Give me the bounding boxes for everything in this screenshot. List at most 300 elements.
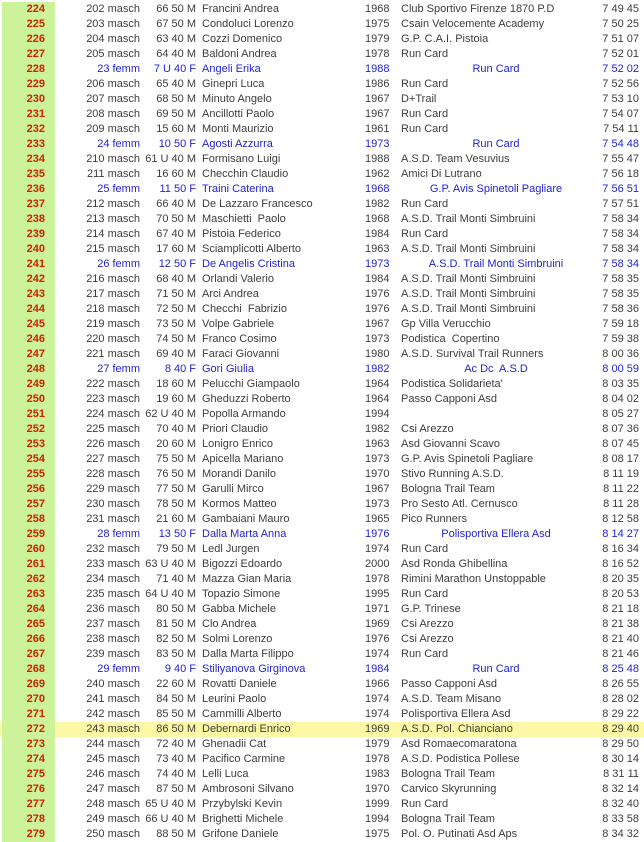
team-cell: Run Card	[472, 138, 520, 150]
team-cell: Pico Runners	[401, 513, 468, 525]
team-cell: G.P. Trinese	[401, 603, 461, 615]
position-cell: 263	[2, 587, 55, 602]
category-position-cell: 241 masch	[86, 693, 140, 705]
team-cell: Carvico Skyrunning	[401, 783, 497, 795]
birth-year-cell: 1979	[365, 738, 390, 750]
team-cell: Run Card	[401, 198, 449, 210]
position-cell: 279	[2, 827, 55, 842]
finish-time-cell: 7 58 34	[602, 258, 639, 270]
birth-year-cell: 1967	[365, 483, 390, 495]
finish-time-cell: 7 58 34	[602, 243, 639, 255]
finish-time-cell: 8 04 02	[602, 393, 639, 405]
team-cell: Run Card	[401, 123, 449, 135]
finish-time-cell: 7 55 47	[602, 153, 639, 165]
category-position-cell: 209 masch	[86, 123, 140, 135]
result-row	[0, 752, 644, 767]
finish-time-cell: 7 58 34	[602, 213, 639, 225]
athlete-name-cell: Przybylski Kevin	[202, 798, 283, 810]
position-cell: 250	[2, 392, 55, 407]
category-code-cell: 80 50 M	[156, 603, 196, 615]
finish-time-cell: 7 54 48	[602, 138, 639, 150]
result-row	[0, 542, 644, 557]
athlete-name-cell: Topazio Simone	[202, 588, 281, 600]
position-cell: 254	[2, 452, 55, 467]
category-code-cell: 70 40 M	[156, 423, 196, 435]
athlete-name-cell: Priori Claudio	[202, 423, 269, 435]
category-position-cell: 202 masch	[86, 3, 140, 15]
birth-year-cell: 2000	[365, 558, 390, 570]
birth-year-cell: 1976	[365, 633, 390, 645]
birth-year-cell: 1988	[365, 63, 390, 75]
team-cell: Run Card	[401, 78, 449, 90]
position-cell: 248	[2, 362, 55, 377]
category-position-cell: 212 masch	[86, 198, 140, 210]
finish-time-cell: 7 54 11	[603, 123, 639, 135]
result-row	[0, 92, 644, 107]
team-cell: A.S.D. Podistica Pollese	[401, 753, 520, 765]
team-cell: Run Card	[401, 48, 449, 60]
birth-year-cell: 1976	[365, 288, 390, 300]
category-code-cell: 87 50 M	[156, 783, 196, 795]
category-position-cell: 235 masch	[86, 588, 140, 600]
athlete-name-cell: Cammilli Alberto	[202, 708, 282, 720]
category-code-cell: 19 60 M	[156, 393, 196, 405]
birth-year-cell: 1965	[365, 513, 390, 525]
athlete-name-cell: Volpe Gabriele	[202, 318, 275, 330]
finish-time-cell: 8 12 58	[602, 513, 639, 525]
category-position-cell: 229 masch	[86, 483, 140, 495]
team-cell: Pol. O. Putinati Asd Aps	[401, 828, 518, 840]
birth-year-cell: 1963	[365, 243, 390, 255]
team-cell: Run Card	[401, 543, 449, 555]
athlete-name-cell: Leurini Paolo	[202, 693, 267, 705]
athlete-name-cell: De Lazzaro Francesco	[202, 198, 313, 210]
result-row	[0, 512, 644, 527]
category-position-cell: 29 femm	[97, 663, 140, 675]
position-cell: 251	[2, 407, 55, 422]
finish-time-cell: 7 57 51	[602, 198, 639, 210]
position-cell: 267	[2, 647, 55, 662]
category-position-cell: 213 masch	[86, 213, 140, 225]
result-row	[0, 122, 644, 137]
birth-year-cell: 1969	[365, 618, 390, 630]
finish-time-cell: 8 16 34	[602, 543, 639, 555]
team-cell: A.S.D. Survival Trail Runners	[401, 348, 544, 360]
result-row	[0, 32, 644, 47]
finish-time-cell: 8 26 55	[602, 678, 639, 690]
finish-time-cell: 7 51 07	[602, 33, 639, 45]
category-position-cell: 224 masch	[86, 408, 140, 420]
result-row	[0, 227, 644, 242]
team-cell: A.S.D. Trail Monti Simbruini	[401, 273, 536, 285]
result-row	[0, 332, 644, 347]
result-row	[0, 482, 644, 497]
team-cell: Bologna Trail Team	[401, 813, 495, 825]
team-cell: A.S.D. Trail Monti Simbruini	[401, 288, 536, 300]
athlete-name-cell: Agosti Azzurra	[202, 138, 273, 150]
team-cell: Run Card	[401, 648, 449, 660]
result-row	[0, 737, 644, 752]
category-position-cell: 204 masch	[86, 33, 140, 45]
category-position-cell: 232 masch	[86, 543, 140, 555]
team-cell: Run Card	[401, 798, 449, 810]
birth-year-cell: 1994	[365, 813, 390, 825]
result-row	[0, 2, 644, 17]
finish-time-cell: 8 29 22	[602, 708, 639, 720]
athlete-name-cell: Franco Cosimo	[202, 333, 277, 345]
position-cell: 260	[2, 542, 55, 557]
team-cell: Csi Arezzo	[401, 423, 454, 435]
athlete-name-cell: Clo Andrea	[202, 618, 257, 630]
category-code-cell: 20 60 M	[156, 438, 196, 450]
position-cell: 234	[2, 152, 55, 167]
team-cell: A.S.D. Trail Monti Simbruini	[401, 303, 536, 315]
category-position-cell: 27 femm	[97, 363, 140, 375]
result-row	[0, 302, 644, 317]
position-cell: 233	[2, 137, 55, 152]
category-code-cell: 12 50 F	[158, 258, 196, 270]
result-row	[0, 677, 644, 692]
team-cell: Amici Di Lutrano	[401, 168, 482, 180]
birth-year-cell: 1967	[365, 108, 390, 120]
category-code-cell: 84 50 M	[156, 693, 196, 705]
position-cell: 227	[2, 47, 55, 62]
result-row	[0, 617, 644, 632]
category-position-cell: 230 masch	[86, 498, 140, 510]
athlete-name-cell: Cozzi Domenico	[202, 33, 283, 45]
birth-year-cell: 1984	[365, 663, 390, 675]
category-position-cell: 237 masch	[86, 618, 140, 630]
position-cell: 243	[2, 287, 55, 302]
category-code-cell: 81 50 M	[156, 618, 196, 630]
birth-year-cell: 1974	[365, 543, 390, 555]
category-position-cell: 24 femm	[97, 138, 140, 150]
position-cell: 252	[2, 422, 55, 437]
finish-time-cell: 7 58 35	[602, 273, 639, 285]
category-position-cell: 206 masch	[86, 78, 140, 90]
team-cell: Club Sportivo Firenze 1870 P.D	[401, 3, 555, 15]
athlete-name-cell: Arci Andrea	[202, 288, 259, 300]
team-cell: Stivo Running A.S.D.	[401, 468, 504, 480]
category-position-cell: 203 masch	[86, 18, 140, 30]
athlete-name-cell: Brighetti Michele	[202, 813, 284, 825]
result-row	[0, 827, 644, 842]
category-code-cell: 75 50 M	[156, 453, 196, 465]
finish-time-cell: 8 33 58	[602, 813, 639, 825]
team-cell: Csain Velocemente Academy	[401, 18, 545, 30]
finish-time-cell: 8 14 27	[602, 528, 639, 540]
athlete-name-cell: Apicella Mariano	[202, 453, 284, 465]
category-position-cell: 207 masch	[86, 93, 140, 105]
category-code-cell: 61 U 40 M	[145, 153, 196, 165]
athlete-name-cell: Mazza Gian Maria	[202, 573, 292, 585]
birth-year-cell: 1973	[365, 258, 390, 270]
category-code-cell: 73 50 M	[156, 318, 196, 330]
result-row	[0, 662, 644, 677]
category-position-cell: 227 masch	[86, 453, 140, 465]
category-code-cell: 64 U 40 M	[145, 588, 196, 600]
category-code-cell: 16 60 M	[156, 168, 196, 180]
birth-year-cell: 1976	[365, 303, 390, 315]
result-row	[0, 287, 644, 302]
team-cell: Polisportiva Ellera Asd	[401, 708, 511, 720]
team-cell: Csi Arezzo	[401, 633, 454, 645]
category-code-cell: 68 40 M	[156, 273, 196, 285]
category-position-cell: 228 masch	[86, 468, 140, 480]
result-row	[0, 527, 644, 542]
team-cell: Run Card	[472, 663, 520, 675]
finish-time-cell: 7 56 51	[602, 183, 639, 195]
birth-year-cell: 1975	[365, 828, 390, 840]
birth-year-cell: 1970	[365, 468, 390, 480]
finish-time-cell: 8 30 14	[602, 753, 639, 765]
category-code-cell: 82 50 M	[156, 633, 196, 645]
position-cell: 246	[2, 332, 55, 347]
position-cell: 230	[2, 92, 55, 107]
position-cell: 270	[2, 692, 55, 707]
athlete-name-cell: Solmi Lorenzo	[202, 633, 273, 645]
category-position-cell: 25 femm	[97, 183, 140, 195]
athlete-name-cell: Grifone Daniele	[202, 828, 279, 840]
finish-time-cell: 8 25 48	[602, 663, 639, 675]
birth-year-cell: 1973	[365, 453, 390, 465]
category-position-cell: 250 masch	[86, 828, 140, 840]
category-code-cell: 66 40 M	[156, 198, 196, 210]
category-code-cell: 15 60 M	[156, 123, 196, 135]
position-cell: 249	[2, 377, 55, 392]
birth-year-cell: 1982	[365, 363, 390, 375]
position-cell: 259	[2, 527, 55, 542]
birth-year-cell: 1966	[365, 678, 390, 690]
category-position-cell: 216 masch	[86, 273, 140, 285]
athlete-name-cell: Lonigro Enrico	[202, 438, 273, 450]
result-row	[0, 17, 644, 32]
birth-year-cell: 1974	[365, 708, 390, 720]
result-row	[0, 647, 644, 662]
birth-year-cell: 1973	[365, 138, 390, 150]
category-position-cell: 26 femm	[97, 258, 140, 270]
birth-year-cell: 1967	[365, 93, 390, 105]
position-cell: 240	[2, 242, 55, 257]
category-code-cell: 72 50 M	[156, 303, 196, 315]
category-code-cell: 7 U 40 F	[153, 63, 196, 75]
team-cell: Asd Ronda Ghibellina	[401, 558, 508, 570]
result-row	[0, 47, 644, 62]
result-row	[0, 782, 644, 797]
finish-time-cell: 7 52 02	[602, 63, 639, 75]
birth-year-cell: 1973	[365, 333, 390, 345]
athlete-name-cell: Pistoia Federico	[202, 228, 281, 240]
athlete-name-cell: Popolla Armando	[202, 408, 286, 420]
category-position-cell: 248 masch	[86, 798, 140, 810]
category-code-cell: 85 50 M	[156, 708, 196, 720]
finish-time-cell: 8 29 40	[602, 723, 639, 735]
result-row	[0, 452, 644, 467]
result-row	[0, 602, 644, 617]
birth-year-cell: 1982	[365, 423, 390, 435]
birth-year-cell: 1982	[365, 198, 390, 210]
position-cell: 268	[2, 662, 55, 677]
team-cell: Bologna Trail Team	[401, 768, 495, 780]
category-position-cell: 242 masch	[86, 708, 140, 720]
result-row	[0, 272, 644, 287]
finish-time-cell: 7 58 34	[602, 228, 639, 240]
result-row	[0, 722, 644, 737]
team-cell: Gp Villa Verucchio	[401, 318, 491, 330]
birth-year-cell: 1973	[365, 498, 390, 510]
category-position-cell: 222 masch	[86, 378, 140, 390]
position-cell: 272	[2, 722, 55, 737]
finish-time-cell: 7 54 07	[602, 108, 639, 120]
position-cell: 264	[2, 602, 55, 617]
birth-year-cell: 1979	[365, 33, 390, 45]
finish-time-cell: 7 56 18	[602, 168, 639, 180]
birth-year-cell: 1975	[365, 18, 390, 30]
athlete-name-cell: Pelucchi Giampaolo	[202, 378, 300, 390]
category-code-cell: 78 50 M	[156, 498, 196, 510]
athlete-name-cell: Ledl Jurgen	[202, 543, 260, 555]
athlete-name-cell: Rovatti Daniele	[202, 678, 277, 690]
result-row	[0, 392, 644, 407]
category-code-cell: 69 40 M	[156, 348, 196, 360]
birth-year-cell: 1978	[365, 48, 390, 60]
category-code-cell: 8 40 F	[164, 363, 196, 375]
category-position-cell: 226 masch	[86, 438, 140, 450]
result-row	[0, 167, 644, 182]
athlete-name-cell: Ginepri Luca	[202, 78, 265, 90]
result-row	[0, 797, 644, 812]
category-position-cell: 221 masch	[86, 348, 140, 360]
finish-time-cell: 8 29 50	[602, 738, 639, 750]
finish-time-cell: 8 28 02	[602, 693, 639, 705]
category-code-cell: 71 50 M	[156, 288, 196, 300]
athlete-name-cell: Condoluci Lorenzo	[202, 18, 294, 30]
position-cell: 276	[2, 782, 55, 797]
category-code-cell: 10 50 F	[158, 138, 196, 150]
position-cell: 228	[2, 62, 55, 77]
finish-time-cell: 7 52 56	[602, 78, 639, 90]
result-row	[0, 707, 644, 722]
category-code-cell: 83 50 M	[156, 648, 196, 660]
finish-time-cell: 8 31 11	[603, 768, 639, 780]
category-position-cell: 220 masch	[86, 333, 140, 345]
category-position-cell: 214 masch	[86, 228, 140, 240]
athlete-name-cell: Ancillotti Paolo	[202, 108, 275, 120]
position-cell: 245	[2, 317, 55, 332]
birth-year-cell: 1970	[365, 783, 390, 795]
position-cell: 237	[2, 197, 55, 212]
finish-time-cell: 8 20 53	[602, 588, 639, 600]
category-code-cell: 67 40 M	[156, 228, 196, 240]
result-row	[0, 212, 644, 227]
category-code-cell: 88 50 M	[156, 828, 196, 840]
result-row	[0, 497, 644, 512]
position-cell: 256	[2, 482, 55, 497]
birth-year-cell: 1967	[365, 318, 390, 330]
category-position-cell: 219 masch	[86, 318, 140, 330]
category-position-cell: 247 masch	[86, 783, 140, 795]
category-code-cell: 76 50 M	[156, 468, 196, 480]
category-position-cell: 238 masch	[86, 633, 140, 645]
athlete-name-cell: Pacifico Carmine	[202, 753, 286, 765]
position-cell: 235	[2, 167, 55, 182]
category-position-cell: 234 masch	[86, 573, 140, 585]
position-cell: 238	[2, 212, 55, 227]
position-cell: 239	[2, 227, 55, 242]
athlete-name-cell: Faraci Giovanni	[202, 348, 280, 360]
category-position-cell: 210 masch	[86, 153, 140, 165]
result-row	[0, 107, 644, 122]
athlete-name-cell: Morandi Danilo	[202, 468, 276, 480]
category-code-cell: 62 U 40 M	[145, 408, 196, 420]
birth-year-cell: 1968	[365, 213, 390, 225]
result-row	[0, 632, 644, 647]
athlete-name-cell: Bigozzi Edoardo	[202, 558, 283, 570]
team-cell: Run Card	[472, 63, 520, 75]
category-code-cell: 74 50 M	[156, 333, 196, 345]
position-cell: 232	[2, 122, 55, 137]
athlete-name-cell: Angeli Erika	[202, 63, 261, 75]
birth-year-cell: 1980	[365, 348, 390, 360]
finish-time-cell: 7 53 10	[602, 93, 639, 105]
birth-year-cell: 1974	[365, 648, 390, 660]
team-cell: Run Card	[401, 228, 449, 240]
position-cell: 247	[2, 347, 55, 362]
team-cell: Ac Dc A.S.D	[464, 363, 528, 375]
finish-time-cell: 8 32 14	[602, 783, 639, 795]
finish-time-cell: 8 11 19	[603, 468, 639, 480]
team-cell: Rimini Marathon Unstoppable	[401, 573, 546, 585]
athlete-name-cell: Gambaiani Mauro	[202, 513, 290, 525]
position-cell: 236	[2, 182, 55, 197]
team-cell: Passo Capponi Asd	[401, 678, 498, 690]
finish-time-cell: 8 21 40	[602, 633, 639, 645]
position-cell: 255	[2, 467, 55, 482]
position-cell: 225	[2, 17, 55, 32]
result-row	[0, 467, 644, 482]
position-cell: 258	[2, 512, 55, 527]
finish-time-cell: 8 21 46	[602, 648, 639, 660]
category-position-cell: 28 femm	[97, 528, 140, 540]
team-cell: A.S.D. Team Vesuvius	[401, 153, 510, 165]
category-code-cell: 66 50 M	[156, 3, 196, 15]
finish-time-cell: 7 59 18	[602, 318, 639, 330]
category-position-cell: 225 masch	[86, 423, 140, 435]
athlete-name-cell: Checchi Fabrizio	[202, 303, 287, 315]
category-code-cell: 21 60 M	[156, 513, 196, 525]
result-row	[0, 572, 644, 587]
team-cell: Polisportiva Ellera Asd	[441, 528, 551, 540]
result-row	[0, 812, 644, 827]
athlete-name-cell: Ambrosoni Silvano	[202, 783, 294, 795]
athlete-name-cell: Maschietti Paolo	[202, 213, 286, 225]
category-position-cell: 243 masch	[86, 723, 140, 735]
result-row	[0, 137, 644, 152]
birth-year-cell: 1961	[365, 123, 390, 135]
position-cell: 278	[2, 812, 55, 827]
athlete-name-cell: Sciamplicotti Alberto	[202, 243, 302, 255]
athlete-name-cell: Gori Giulia	[202, 363, 254, 375]
athlete-name-cell: Gabba Michele	[202, 603, 276, 615]
result-row	[0, 77, 644, 92]
category-code-cell: 17 60 M	[156, 243, 196, 255]
result-row	[0, 407, 644, 422]
team-cell: A.S.D. Trail Monti Simbruini	[428, 258, 564, 270]
category-code-cell: 73 40 M	[156, 753, 196, 765]
birth-year-cell: 1984	[365, 273, 390, 285]
category-code-cell: 11 50 F	[159, 183, 196, 195]
athlete-name-cell: Kormos Matteo	[202, 498, 277, 510]
